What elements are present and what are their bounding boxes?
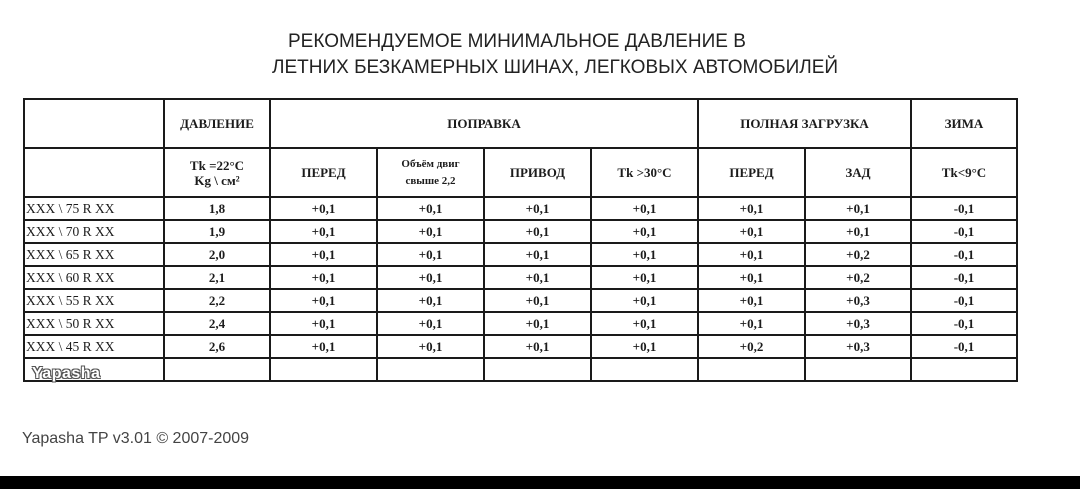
- cell-engine: +0,1: [377, 335, 484, 358]
- cell-hot: +0,1: [591, 220, 698, 243]
- cell-size: XXX \ 60 R XX: [24, 266, 164, 289]
- cell-load-front: +0,1: [698, 220, 805, 243]
- cell-size: XXX \ 65 R XX: [24, 243, 164, 266]
- cell-load-front: +0,1: [698, 243, 805, 266]
- cell-drive: +0,1: [484, 289, 591, 312]
- cell-pressure: 2,2: [164, 289, 270, 312]
- subheader-load-front: ПЕРЕД: [698, 148, 805, 197]
- cell-front: +0,1: [270, 266, 377, 289]
- subheader-front: ПЕРЕД: [270, 148, 377, 197]
- cell-drive: +0,1: [484, 197, 591, 220]
- cell-hot: +0,1: [591, 243, 698, 266]
- cell-load-rear: +0,2: [805, 266, 911, 289]
- cell-engine: +0,1: [377, 266, 484, 289]
- subheader-load-rear: ЗАД: [805, 148, 911, 197]
- cell-front: +0,1: [270, 289, 377, 312]
- empty-row: [24, 358, 1017, 381]
- cell-hot: +0,1: [591, 312, 698, 335]
- empty-cell: [698, 358, 805, 381]
- table-row: [24, 197, 1017, 220]
- subheader-temp-cold: Tk<9°C: [911, 148, 1017, 197]
- cell-load-front: +0,1: [698, 312, 805, 335]
- cell-load-rear: +0,3: [805, 335, 911, 358]
- cell-winter: -0,1: [911, 220, 1017, 243]
- tire-pressure-table: [23, 98, 1018, 382]
- empty-cell: [805, 358, 911, 381]
- subheader-pressure-unit: Kg \ cм²: [194, 172, 240, 188]
- cell-front: +0,1: [270, 312, 377, 335]
- cell-load-rear: +0,1: [805, 197, 911, 220]
- cell-winter: -0,1: [911, 266, 1017, 289]
- subheader-pressure-temp: Tk =22°C: [189, 157, 245, 173]
- cell-size: XXX \ 45 R XX: [24, 335, 164, 358]
- cell-hot: +0,1: [591, 335, 698, 358]
- table-row: [24, 243, 1017, 266]
- subheader-engine-line1: Объём двиг: [401, 157, 460, 170]
- cell-load-rear: +0,3: [805, 312, 911, 335]
- cell-front: +0,1: [270, 220, 377, 243]
- subheader-engine: [377, 148, 484, 197]
- table-row: [24, 312, 1017, 335]
- subheader-row: [24, 148, 1017, 197]
- bottom-bar: [0, 476, 1080, 489]
- cell-engine: +0,1: [377, 312, 484, 335]
- cell-front: +0,1: [270, 335, 377, 358]
- empty-cell: [164, 358, 270, 381]
- watermark: Yapasha: [32, 365, 101, 382]
- cell-pressure: 2,6: [164, 335, 270, 358]
- cell-winter: -0,1: [911, 197, 1017, 220]
- cell-load-front: +0,1: [698, 266, 805, 289]
- cell-front: +0,1: [270, 197, 377, 220]
- subheader-pressure: [164, 148, 270, 197]
- cell-load-front: +0,1: [698, 289, 805, 312]
- cell-size: XXX \ 75 R XX: [24, 197, 164, 220]
- empty-cell: [484, 358, 591, 381]
- cell-engine: +0,1: [377, 220, 484, 243]
- cell-drive: +0,1: [484, 312, 591, 335]
- table-row: [24, 335, 1017, 358]
- cell-hot: +0,1: [591, 266, 698, 289]
- cell-size: XXX \ 50 R XX: [24, 312, 164, 335]
- header-row: [24, 99, 1017, 148]
- cell-pressure: 1,8: [164, 197, 270, 220]
- cell-load-rear: +0,3: [805, 289, 911, 312]
- cell-drive: +0,1: [484, 220, 591, 243]
- empty-cell: [911, 358, 1017, 381]
- cell-size: XXX \ 55 R XX: [24, 289, 164, 312]
- cell-pressure: 2,4: [164, 312, 270, 335]
- title-line-1: РЕКОМЕНДУЕМОЕ МИНИМАЛЬНОЕ ДАВЛЕНИЕ В: [288, 31, 746, 52]
- subheader-size-cell: [24, 148, 164, 197]
- header-size-cell: [24, 99, 164, 148]
- cell-load-front: +0,1: [698, 197, 805, 220]
- cell-front: +0,1: [270, 243, 377, 266]
- footer-copyright: Yapasha TP v3.01 © 2007-2009: [22, 430, 250, 447]
- title-line-2: ЛЕТНИХ БЕЗКАМЕРНЫХ ШИНАХ, ЛЕГКОВЫХ АВТОМОБИЛЕЙ: [272, 57, 839, 78]
- table-row: [24, 289, 1017, 312]
- cell-winter: -0,1: [911, 243, 1017, 266]
- cell-winter: -0,1: [911, 289, 1017, 312]
- cell-load-rear: +0,2: [805, 243, 911, 266]
- cell-engine: +0,1: [377, 197, 484, 220]
- table-row: [24, 266, 1017, 289]
- cell-load-front: +0,2: [698, 335, 805, 358]
- cell-winter: -0,1: [911, 335, 1017, 358]
- subheader-temp-hot: Tk >30°C: [591, 148, 698, 197]
- cell-hot: +0,1: [591, 197, 698, 220]
- cell-drive: +0,1: [484, 335, 591, 358]
- cell-load-rear: +0,1: [805, 220, 911, 243]
- cell-winter: -0,1: [911, 312, 1017, 335]
- subheader-drive: ПРИВОД: [484, 148, 591, 197]
- cell-hot: +0,1: [591, 289, 698, 312]
- header-pressure: ДАВЛЕНИЕ: [164, 99, 270, 148]
- header-correction: ПОПРАВКА: [270, 99, 698, 148]
- cell-size: XXX \ 70 R XX: [24, 220, 164, 243]
- empty-cell: [377, 358, 484, 381]
- empty-cell: [591, 358, 698, 381]
- cell-engine: +0,1: [377, 289, 484, 312]
- cell-drive: +0,1: [484, 266, 591, 289]
- header-full-load: ПОЛНАЯ ЗАГРУЗКА: [698, 99, 911, 148]
- cell-drive: +0,1: [484, 243, 591, 266]
- cell-pressure: 2,1: [164, 266, 270, 289]
- header-winter: ЗИМА: [911, 99, 1017, 148]
- cell-pressure: 1,9: [164, 220, 270, 243]
- table-body: [24, 197, 1017, 358]
- cell-engine: +0,1: [377, 243, 484, 266]
- subheader-engine-line2: свыше 2,2: [405, 174, 456, 187]
- table-row: [24, 220, 1017, 243]
- cell-pressure: 2,0: [164, 243, 270, 266]
- empty-cell: [270, 358, 377, 381]
